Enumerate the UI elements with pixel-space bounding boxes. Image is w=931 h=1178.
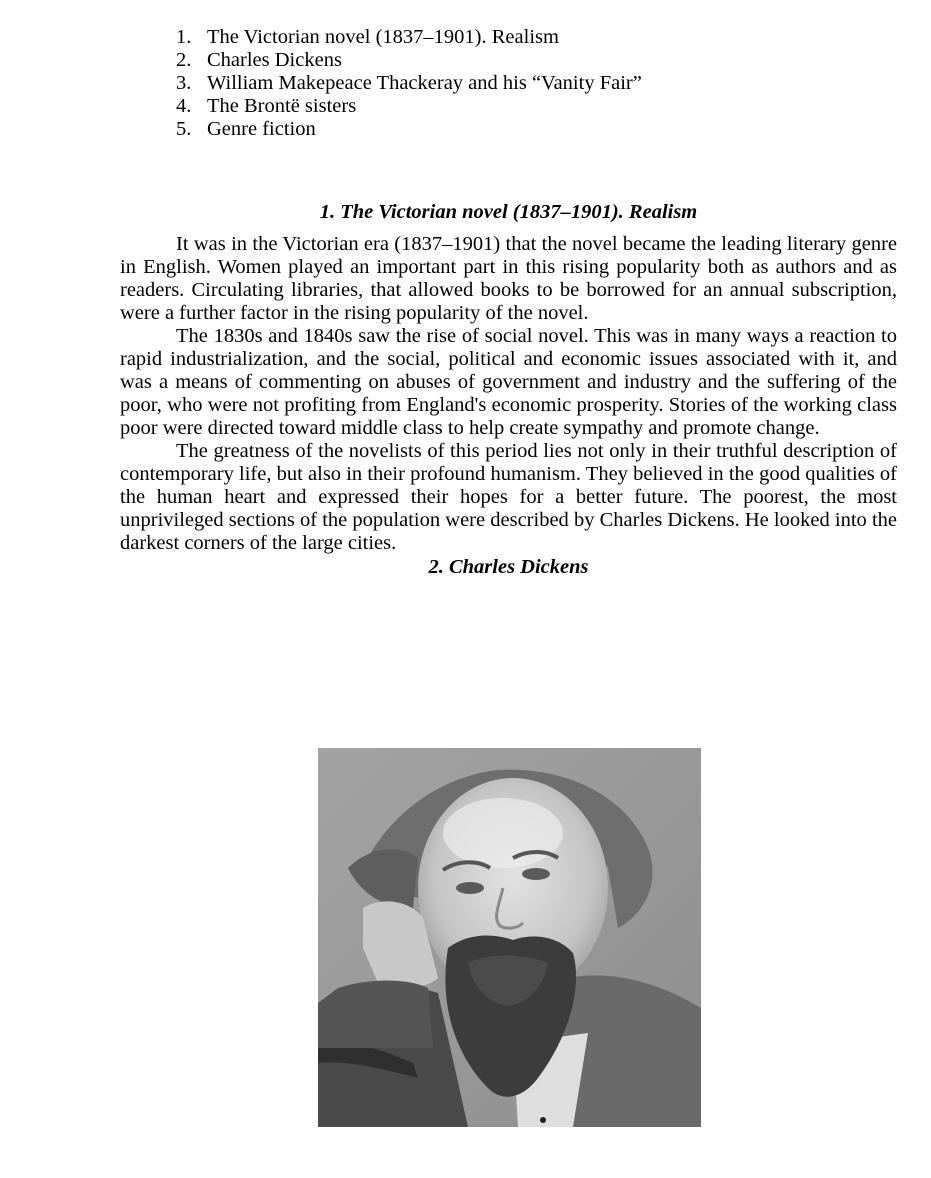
section-heading-charles-dickens: 2. Charles Dickens [428,556,589,578]
paragraph: The greatness of the novelists of this period lies not only in their truthful description of contemporary life, but also in their profound humanism. They believed in the good qualities of the human heart and expressed their hopes for a better future. The poorest, the most unprivileged sections of the population were described by Charles Dickens. He looked into the darkest corners of the large cities. [120,440,897,554]
paragraph: It was in the Victorian era (1837–1901) that the novel became the leading literary genre in English. Women played an important part in this rising popularity both as authors and as readers. Circulating libraries, that allowed books to be borrowed for an annual subscription, were a further factor in the rising popularity of the novel. [120,233,897,324]
toc-item-label: The Victorian novel (1837–1901). Realism [207,26,559,48]
toc-item [176,95,897,118]
portrait-photo-icon [318,748,701,1127]
toc-item-label: Genre fiction [207,118,316,140]
toc-item [176,72,897,95]
toc-item [176,118,897,141]
paragraph: The 1830s and 1840s saw the rise of social novel. This was in many ways a reaction to rapid industrialization, and the social, political and economic issues associated with it, and was a means of commenting on abuses of government and industry and the suffering of the poor, who were not profiting from England's economic prosperity. Stories of the working class poor were directed toward middle class to help create sympathy and promote change. [120,325,897,439]
toc-item-number: 1. [176,26,192,48]
toc-item-number: 3. [176,72,192,94]
portrait-photo [318,748,701,1127]
table-of-contents [120,26,897,141]
document-page [120,26,897,579]
toc-item-label: William Makepeace Thackeray and his “Vanity Fair” [207,72,642,94]
toc-item-label: The Brontë sisters [207,95,357,117]
toc-item-number: 4. [176,95,192,117]
section-heading-victorian-novel: 1. The Victorian novel (1837–1901). Realism [319,201,698,223]
toc-item-number: 2. [176,49,192,71]
toc-item-number: 5. [176,118,192,140]
toc-item-label: Charles Dickens [207,49,342,71]
toc-item [176,49,897,72]
toc-item [176,26,897,49]
